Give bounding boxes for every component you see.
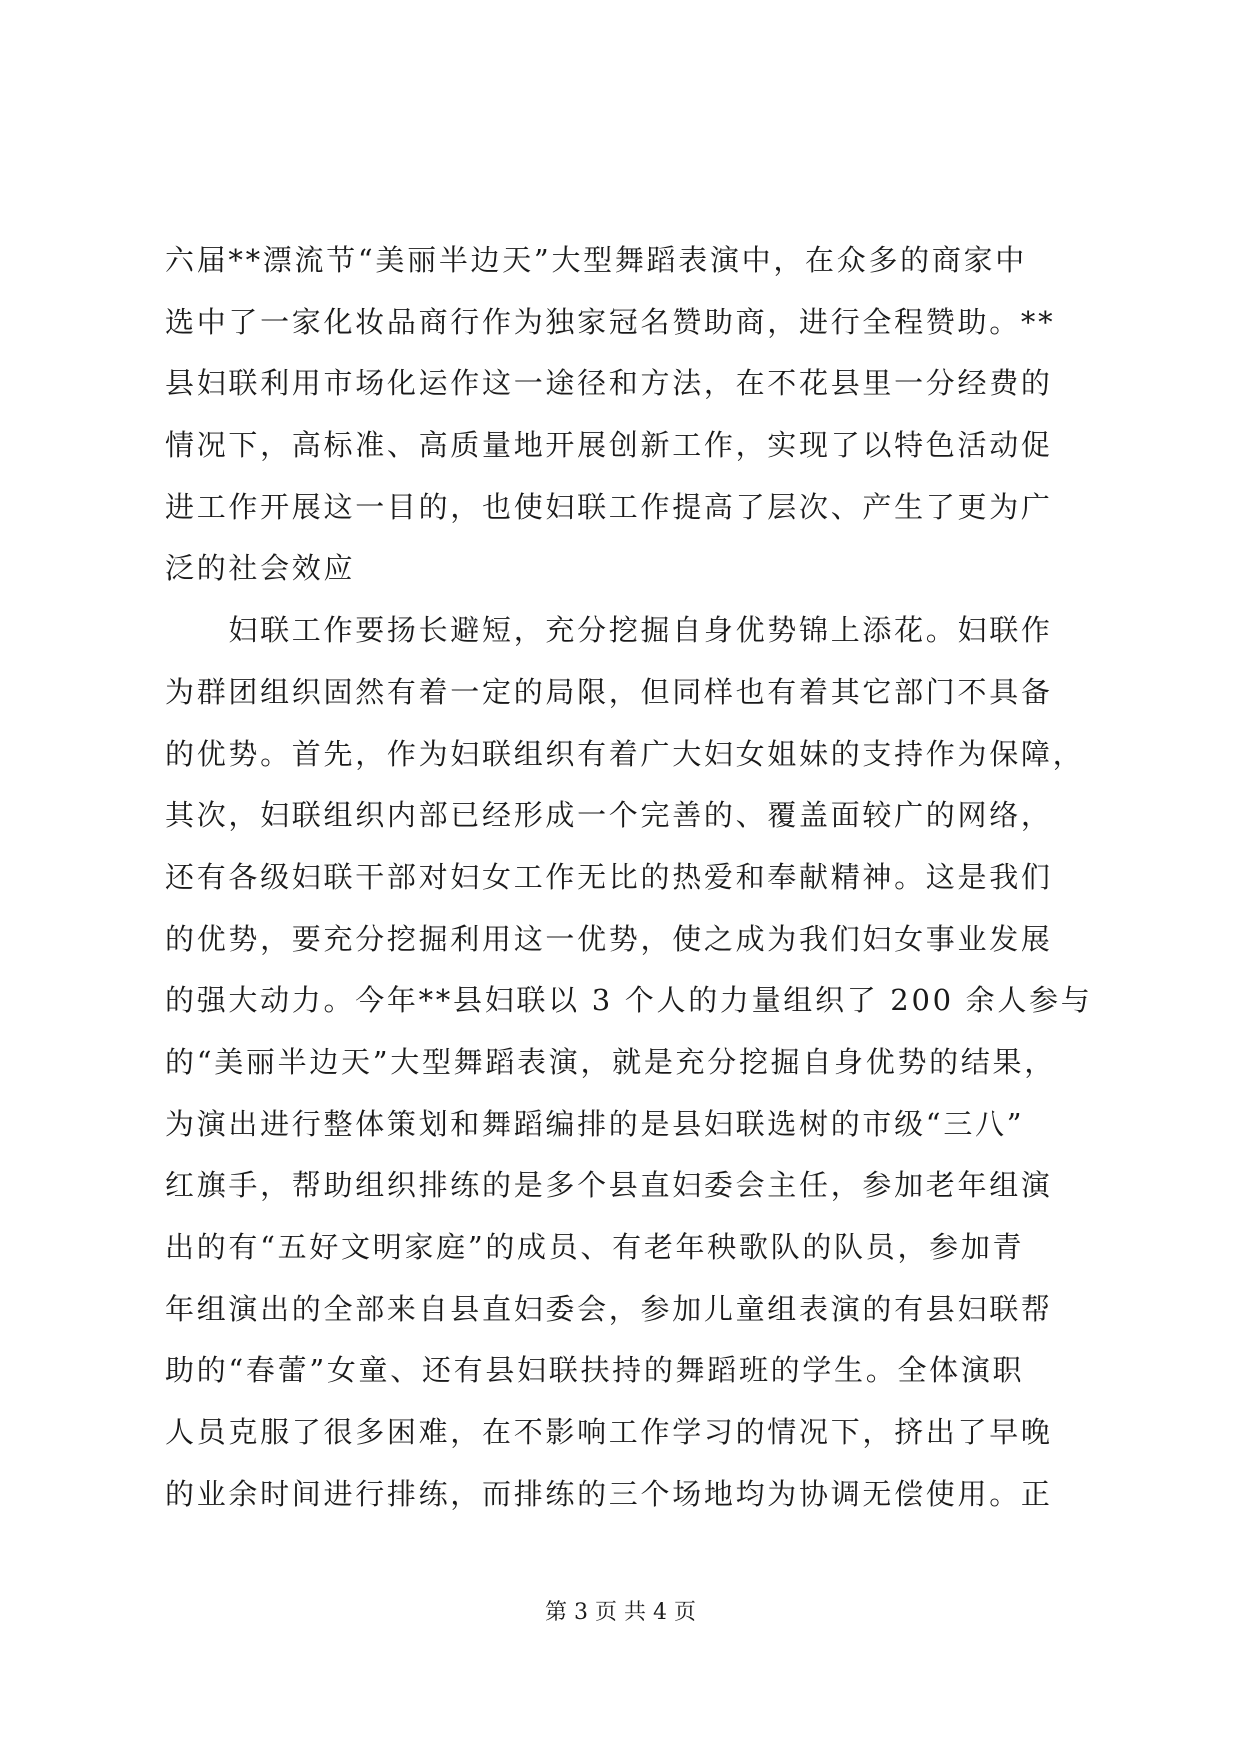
text-line: 年组演出的全部来自县直妇委会，参加儿童组表演的有县妇联帮 — [165, 1291, 1053, 1326]
body-text — [165, 230, 1093, 1525]
text-line: 情况下，高标准、高质量地开展创新工作，实现了以特色活动促 — [165, 428, 1053, 463]
text-line: 为演出进行整体策划和舞蹈编排的是县妇联选树的市级“三八” — [165, 1106, 1025, 1141]
text-line: 的优势。首先，作为妇联组织有着广大妇女姐妹的支持作为保障， — [165, 736, 1085, 771]
text-line: 泛的社会效应 — [165, 551, 356, 586]
text-line: 的“美丽半边天”大型舞蹈表演，就是充分挖掘自身优势的结果， — [165, 1044, 1056, 1079]
text-line: 还有各级妇联干部对妇女工作无比的热爱和奉献精神。这是我们 — [165, 859, 1053, 894]
text-line: 人员克服了很多困难，在不影响工作学习的情况下，挤出了早晚 — [165, 1415, 1053, 1450]
text-line: 六届**漂流节“美丽半边天”大型舞蹈表演中，在众多的商家中 — [165, 243, 1027, 277]
text-line: 选中了一家化妆品商行作为独家冠名赞助商，进行全程赞助。** — [165, 304, 1056, 339]
text-line: 出的有“五好文明家庭”的成员、有老年秧歌队的队员，参加青 — [165, 1230, 1025, 1264]
text-line: 进工作开展这一目的，也使妇联工作提高了层次、产生了更为广 — [165, 489, 1053, 524]
text-line: 的强大动力。今年**县妇联以 3 个人的力量组织了 200 余人参与 — [165, 983, 1093, 1018]
text-line: 的业余时间进行排练，而排练的三个场地均为协调无偿使用。正 — [165, 1476, 1053, 1511]
text-line: 县妇联利用市场化运作这一途径和方法，在不花县里一分经费的 — [165, 366, 1053, 401]
text-line: 的优势，要充分挖掘利用这一优势，使之成为我们妇女事业发展 — [165, 921, 1053, 956]
paragraph-start-line: 妇联工作要扬长避短，充分挖掘自身优势锦上添花。妇联作 — [165, 613, 1053, 648]
text-line: 为群团组织固然有着一定的局限，但同样也有着其它部门不具备 — [165, 674, 1053, 709]
page-number-footer: 第 3 页 共 4 页 — [545, 1600, 696, 1625]
text-line: 红旗手，帮助组织排练的是多个县直妇委会主任，参加老年组演 — [165, 1168, 1053, 1203]
text-line: 其次，妇联组织内部已经形成一个完善的、覆盖面较广的网络， — [165, 798, 1053, 833]
text-line: 助的“春蕾”女童、还有县妇联扶持的舞蹈班的学生。全体演职 — [165, 1353, 1025, 1388]
